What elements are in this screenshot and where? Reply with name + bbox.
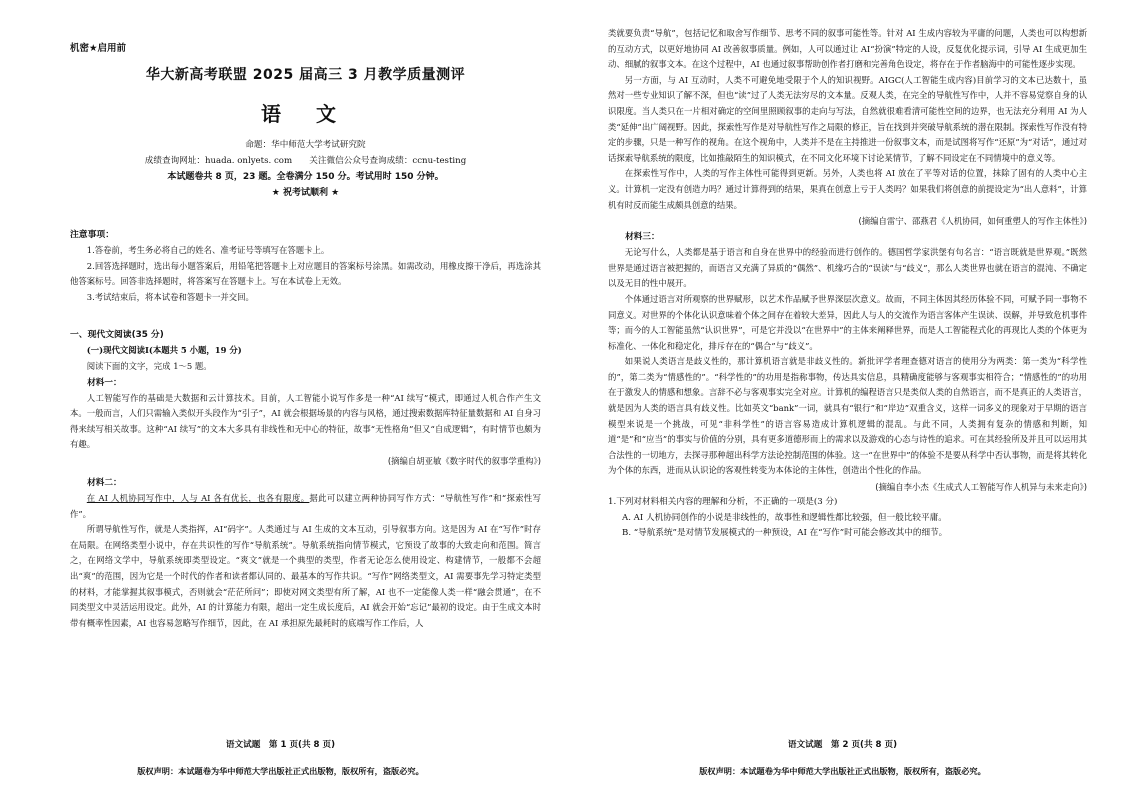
material-2-source: (摘编自雷宁、邵燕君《人机协同，如何重塑人的写作主体性》) bbox=[858, 216, 1087, 227]
copyright-notice: 版权声明：本试题卷为华中师范大学出版社正式出版物，版权所有，盗版必究。 bbox=[699, 766, 986, 776]
material-3-paragraph: 无论写什么，人类都是基于语言和自身在世界中的经验而进行创作的。德国哲学家洪堡有句名言：“语言既就是世界观。”既然世界是通过语言被把握的，而语言又充满了异质的“偶然”、机缘巧合的“误读”与“歧义”，那么人类世界也就在语言的混沌、不确定以及无目的性中展开。 bbox=[608, 247, 1087, 289]
material-2-text: 所谓导航性写作，就是人类指挥，AI“码字”。人类通过与 AI 生成的文本互动，引导叙事方向。这是因为 AI 在“写作”时存在局限。在网络类型小说中，存在共识性的写作“导航系统”。导航系统指向情节模式，它预设了故事的大致走向和范围。简言之，在网络文学中，导航系统即类型设定。“爽文”就是一个典型的类型，作者无论怎么使用设定、构建情节，一般都不会超出“爽”的范围，因为它是一个时代的作者和读者都认同的、最基本的写作共识。“写作”网络类型文，AI 需要事先学习特定类型的材料，才能掌握其叙事模式，否则就会“茫茫所问”；即使对网文类型有所了解，AI 也不一定能像人类一样“融会贯通”，在不同类型文中灵活运用设定。此外，AI 的计算能力有限，超出一定生成长度后，AI 就会开始“忘记”最初的设定。由于生成文本时带有概率性因素，AI 也容易忽略写作细节，因此，在 AI 承担原先最耗时的底端写作工作后，人 bbox=[70, 524, 541, 628]
notes-title: 注意事项： bbox=[70, 230, 114, 240]
page-1 bbox=[0, 0, 561, 794]
subject-title: 语 文 bbox=[261, 102, 350, 126]
question-1-option-b: B. “导航系统”是对情节发展模式的一种预设，AI 在“写作”时可能会修改其中的细节。 bbox=[622, 528, 948, 539]
exam-info: 本试题卷共 8 页，23 题。全卷满分 150 分。考试用时 150 分钟。 bbox=[167, 172, 444, 182]
section-heading: 一、现代文阅读(35 分) bbox=[70, 330, 164, 341]
score-query-line: 成绩查询网址：huada. onlyets. com 关注微信公众号查询成绩：ccnu-testing bbox=[144, 156, 467, 166]
material-1-label: 材料一： bbox=[87, 377, 122, 388]
material-2-label: 材料二： bbox=[87, 477, 122, 488]
material-2-paragraph: 在探索性写作中，人类的写作主体性可能得到更新。另外，人类也将 AI 放在了平等对话的位置，抹除了固有的人类中心主义。计算机一定没有创造力吗？通过计算得到的结果，果真在创意上亏于人类吗？如果我们将创意的前提设定为“出人意料”，计算机有时反而能生成颇具创意的结果。 bbox=[608, 168, 1087, 210]
material-2-lead-rest: 据此可以建立两种协同写作方式：“导航性写作”和“探索性写作”。 bbox=[70, 492, 541, 519]
material-3-paragraph: 如果说人类语言是歧义性的，那计算机语言就是非歧义性的。新批评学者理查德对语言的使用分为两类：第一类为“科学性的”，第二类为“情感性的”。“科学性的”的功用是指称事物，传达具实信息，具精确度能够与客观事实相符合；“情感性的”的功用在于激发人的情感和想象。言辞不必与客观事实完全对应。计算机的编程语言只是类似人类的自然语言，而不是真正的人类语言，就是因为人类的语言具有歧义性。比如英文“bank”一词，就具有“银行”和“岸边”双重含义，这样一词多义的现象对于早期的语言模型来说是一个挑战，可见“非科学性”的语言容易造成计算机逻辑的混乱。与此不同，人类拥有复杂的情感和判断，知道“是”和“应当”的事实与价值的分别，具有更多道德形而上的需求以及游戏的心态与诗性的追求。可在其经验所及并且可以运用其合法性的一切地方，去探寻那种超出科学方法论控制范围的体验。这一“在世界中”的体验不是要从科学中否认事物，而是将其转化为个体的东西，进而从认识论的客观性转变为本体论的主体性，创造出个性化的作品。 bbox=[608, 356, 1087, 476]
confidential-mark: 机密★启用前 bbox=[70, 43, 127, 54]
note-item: 1.答卷前，考生务必将自己的姓名、准考证号等填写在答题卡上。 bbox=[86, 245, 330, 255]
material-2-continued: 类就要负责“导航”，包括记忆和取舍写作细节、思考不同的叙事可能性等。针对 AI 生成内容较为平庸的问题，人类也可以构想新的互动方式，以更好地协同 AI 改善叙事质量。例如，人可以通过让 AI“扮演”特定的人设，反复优化提示词，引导 AI 生成更加生动、细腻的叙事文本。在这个过程中，AI 也通过叙事帮助创作者打磨和完善角色设定，将存在于作者脑海中的可能性逐步实现。 bbox=[608, 28, 1087, 70]
page-footer: 语文试题 第 2 页(共 8 页) bbox=[787, 740, 898, 750]
material-3-source: (摘编自李小杰《生成式人工智能写作人机异与未来走向》) bbox=[875, 482, 1087, 493]
material-2-underlined: 在 AI 人机协同写作中，人与 AI 各有优长，也各有限度。 bbox=[86, 492, 310, 503]
material-2-lead bbox=[70, 491, 541, 522]
author-line: 命题：华中师范大学考试研究院 bbox=[245, 140, 366, 150]
question-1: 1.下列对材料相关内容的理解和分析，不正确的一项是(3 分) bbox=[608, 497, 838, 508]
material-1-source: (摘编自胡亚敏《数字时代的叙事学重构》) bbox=[387, 455, 541, 466]
copyright-notice: 版权声明：本试题卷为华中师范大学出版社正式出版物，版权所有，盗版必究。 bbox=[137, 766, 424, 776]
material-1-text: 人工智能写作的基础是大数据和云计算技术。目前，人工智能小说写作多是一种“AI 续写”模式，即通过人机合作产生文本。一般而言，人们只需输入类似开头段作为“引子”，AI 就会根据场景的内容与风格，通过搜索数据库特征量数据和 AI 自身习得来续写相关故事。这种“AI 续写”的文本大多具有非线性和无中心的特征，故事“无性格角”但又“自成逻辑”，有时情节也颇为有趣。 bbox=[70, 392, 541, 450]
material-3-paragraph: 个体通过语言对所观察的世界赋形，以艺术作品赋予世界深层次意义。故而，不同主体因其经历体验不同，可赋予同一事物不同意义。对世界的个体化认识意味着个体之间存在着较大差异，因此人与人的交流作为语言客体产生误读、误解，并导致危机事件等；而今的人工智能虽然“认识世界”，可是它并没以“在世界中”的主体来阐释世界，而是人工智能程式化的再现比人类的个体更为标准化、一体化和稳定化，排斥存在的“偶合”与“歧义”。 bbox=[608, 293, 1087, 351]
good-luck: ★ 祝考试顺利 ★ bbox=[271, 188, 340, 198]
exam-title: 华大新高考联盟 2025 届高三 3 月教学质量测评 bbox=[145, 67, 466, 83]
page-2 bbox=[562, 0, 1123, 794]
note-item: 3.考试结束后，将本试卷和答题卡一并交回。 bbox=[86, 291, 254, 302]
reading-instruction: 阅读下面的文字，完成 1～5 题。 bbox=[86, 360, 212, 371]
material-3-label: 材料三： bbox=[625, 232, 660, 243]
subsection-heading: (一)现代文阅读Ⅰ(本题共 5 小题，19 分) bbox=[86, 345, 242, 356]
note-item: 2.回答选择题时，选出每小题答案后，用铅笔把答题卡上对应题目的答案标号涂黑。如需改动，用橡皮擦干净后，再选涂其他答案标号。回答非选择题时，将答案写在答题卡上。写在本试卷上无效。 bbox=[70, 260, 541, 287]
question-1-option-a: A. AI 人机协同创作的小说是非线性的，故事性和逻辑性都比较强，但一般比较平庸。 bbox=[622, 512, 947, 523]
material-2-paragraph: 另一方面，与 AI 互动时，人类不可避免地受限于个人的知识视野。AIGC(人工智能生成内容)目前学习的文本已达数十，虽然对一些专业知识了解不深，但也“读”过了人类无法穷尽的文本量。反观人类，在完全的导航性写作中，人并不容易觉察自身的认识限度。当人类只在一片相对确定的空间里照顾叙事的走向与写法，自然就很难看清可能性空间的边界，也无法充分利用 AI 为人类“延伸”出广阔视野。因此，探索性写作是对导航性写作之局限的修正，旨在找到并突破导航系统的潜在限制。探索性写作没有特定的步骤，只是一种写作的视角。在这个视角中，人类并不是在主持推进一份叙事文本，而是试图将写作“还原”为“对话”，通过对话探索导航系统的限度，比如推敲陌生的知识模式，在不同文化环境下讨论某情节，了解不同设定在不同情境中的意义等。 bbox=[608, 74, 1087, 163]
page-footer: 语文试题 第 1 页(共 8 页) bbox=[225, 740, 336, 750]
